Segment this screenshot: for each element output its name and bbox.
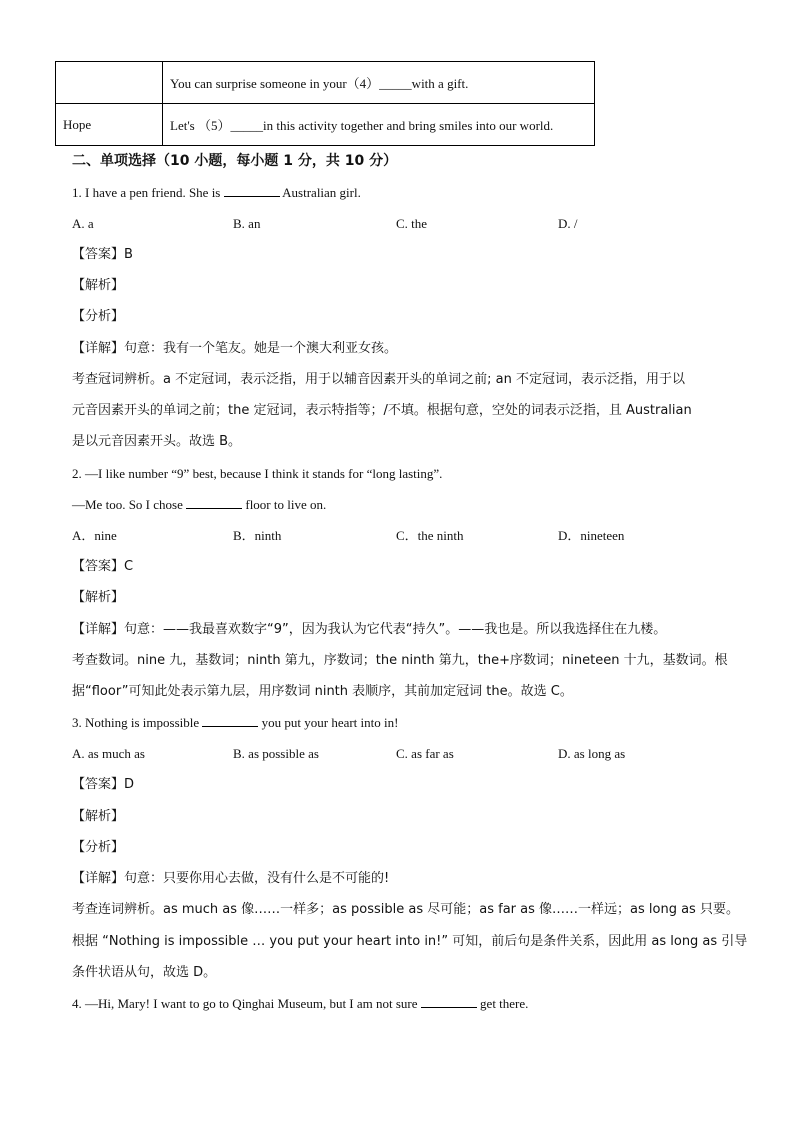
detail-text: 句意：我有一个笔友。她是一个澳大利亚女孩。 <box>124 341 398 356</box>
detail-line <box>72 621 666 639</box>
option-b: B. as possible as <box>233 746 319 761</box>
stem-text: 4. —Hi, Mary! I want to go to Qinghai Museum, but I am not sure <box>72 996 421 1011</box>
option-c: C. the <box>396 216 428 231</box>
answer-value: C <box>124 559 134 574</box>
explanation-line: 条件状语从句，故选 D。 <box>72 965 217 980</box>
answer-label: 【答案】 <box>72 247 125 262</box>
explanation-line: 据“floor”可知此处表示第九层，用序数词 ninth 表顺序，其前加定冠词 the。故选 C。 <box>72 684 573 699</box>
explanation-line: 考查冠词辨析。a 不定冠词，表示泛指，用于以辅音因素开头的单词之前; an 不定冠词，表示泛指，用于以 <box>72 372 685 387</box>
table-cell-text: You can surprise someone in your（4）_____with a gift. <box>163 62 595 104</box>
stem-text: you put your heart into in! <box>258 715 399 730</box>
question-3-options <box>72 745 752 763</box>
question-2-options <box>72 527 752 545</box>
question-3-stem <box>72 714 398 732</box>
analysis-label: 【解析】 <box>72 278 125 293</box>
answer-line <box>72 558 133 576</box>
stem-text: Australian girl. <box>279 185 361 200</box>
option-c: C. as far as <box>396 746 454 761</box>
analysis-label: 【解析】 <box>72 809 125 824</box>
question-1-stem <box>72 184 361 202</box>
question-2-stem-reply <box>72 496 326 514</box>
section-title: 二、单项选择（10 小题，每小题 1 分，共 10 分） <box>72 153 398 169</box>
option-d: D. as long as <box>558 746 626 761</box>
option-d: D. / <box>558 216 578 231</box>
info-table <box>55 61 595 146</box>
answer-blank <box>224 184 280 197</box>
detail-text: 句意：——我最喜欢数字“9”，因为我认为它代表“持久”。——我也是。所以我选择住在九楼。 <box>124 622 667 637</box>
detail-label: 【详解】 <box>72 341 125 356</box>
option-a: A．nine <box>72 528 117 543</box>
stem-text: —Me too. So I chose <box>72 497 187 512</box>
explanation-line: 元音因素开头的单词之前；the 定冠词，表示特指等；/不填。根据句意，空处的词表示泛指，且 Australian <box>72 403 692 418</box>
table-cell-label <box>56 62 163 104</box>
table-row <box>56 104 595 146</box>
stem-text: 1. I have a pen friend. She is <box>72 185 224 200</box>
option-c: C．the ninth <box>396 528 464 543</box>
detail-label: 【详解】 <box>72 622 125 637</box>
answer-line <box>72 776 134 794</box>
detail-line <box>72 340 397 358</box>
option-a: A. a <box>72 216 94 231</box>
table-cell-text: Let's （5）_____in this activity together and bring smiles into our world. <box>163 104 595 146</box>
option-a: A. as much as <box>72 746 145 761</box>
answer-blank <box>421 995 477 1008</box>
answer-label: 【答案】 <box>72 559 125 574</box>
option-b: B. an <box>233 216 261 231</box>
answer-label: 【答案】 <box>72 777 125 792</box>
answer-blank <box>186 496 242 509</box>
stem-text: get there. <box>476 996 529 1011</box>
detail-label: 【详解】 <box>72 871 125 886</box>
stem-text: floor to live on. <box>242 497 327 512</box>
question-2-stem: 2. —I like number “9” best, because I think it stands for “long lasting”. <box>72 466 443 481</box>
table-row <box>56 62 595 104</box>
answer-value: B <box>124 247 133 262</box>
question-1-options <box>72 215 752 233</box>
answer-blank <box>202 714 258 727</box>
question-4-stem <box>72 995 528 1013</box>
answer-value: D <box>124 777 135 792</box>
analysis-label: 【解析】 <box>72 590 125 605</box>
fenxi-label: 【分析】 <box>72 309 125 324</box>
option-d: D．nineteen <box>558 528 625 543</box>
detail-text: 句意：只要你用心去做，没有什么是不可能的! <box>124 871 390 886</box>
detail-line <box>72 870 389 888</box>
explanation-line: 是以元音因素开头。故选 B。 <box>72 434 242 449</box>
explanation-line: 考查连词辨析。as much as 像……一样多；as possible as 尽可能；as far as 像……一样远；as long as 只要。 <box>72 902 739 917</box>
table-cell-label: Hope <box>56 104 163 146</box>
explanation-line: 考查数词。nine 九，基数词；ninth 第九，序数词；the ninth 第九，the+序数词；nineteen 十九，基数词。根 <box>72 653 728 668</box>
answer-line <box>72 246 133 264</box>
stem-text: 3. Nothing is impossible <box>72 715 203 730</box>
option-b: B．ninth <box>233 528 282 543</box>
explanation-line: 根据 “Nothing is impossible … you put your heart into in!” 可知，前后句是条件关系，因此用 as long as 引导 <box>72 934 748 949</box>
fenxi-label: 【分析】 <box>72 840 125 855</box>
